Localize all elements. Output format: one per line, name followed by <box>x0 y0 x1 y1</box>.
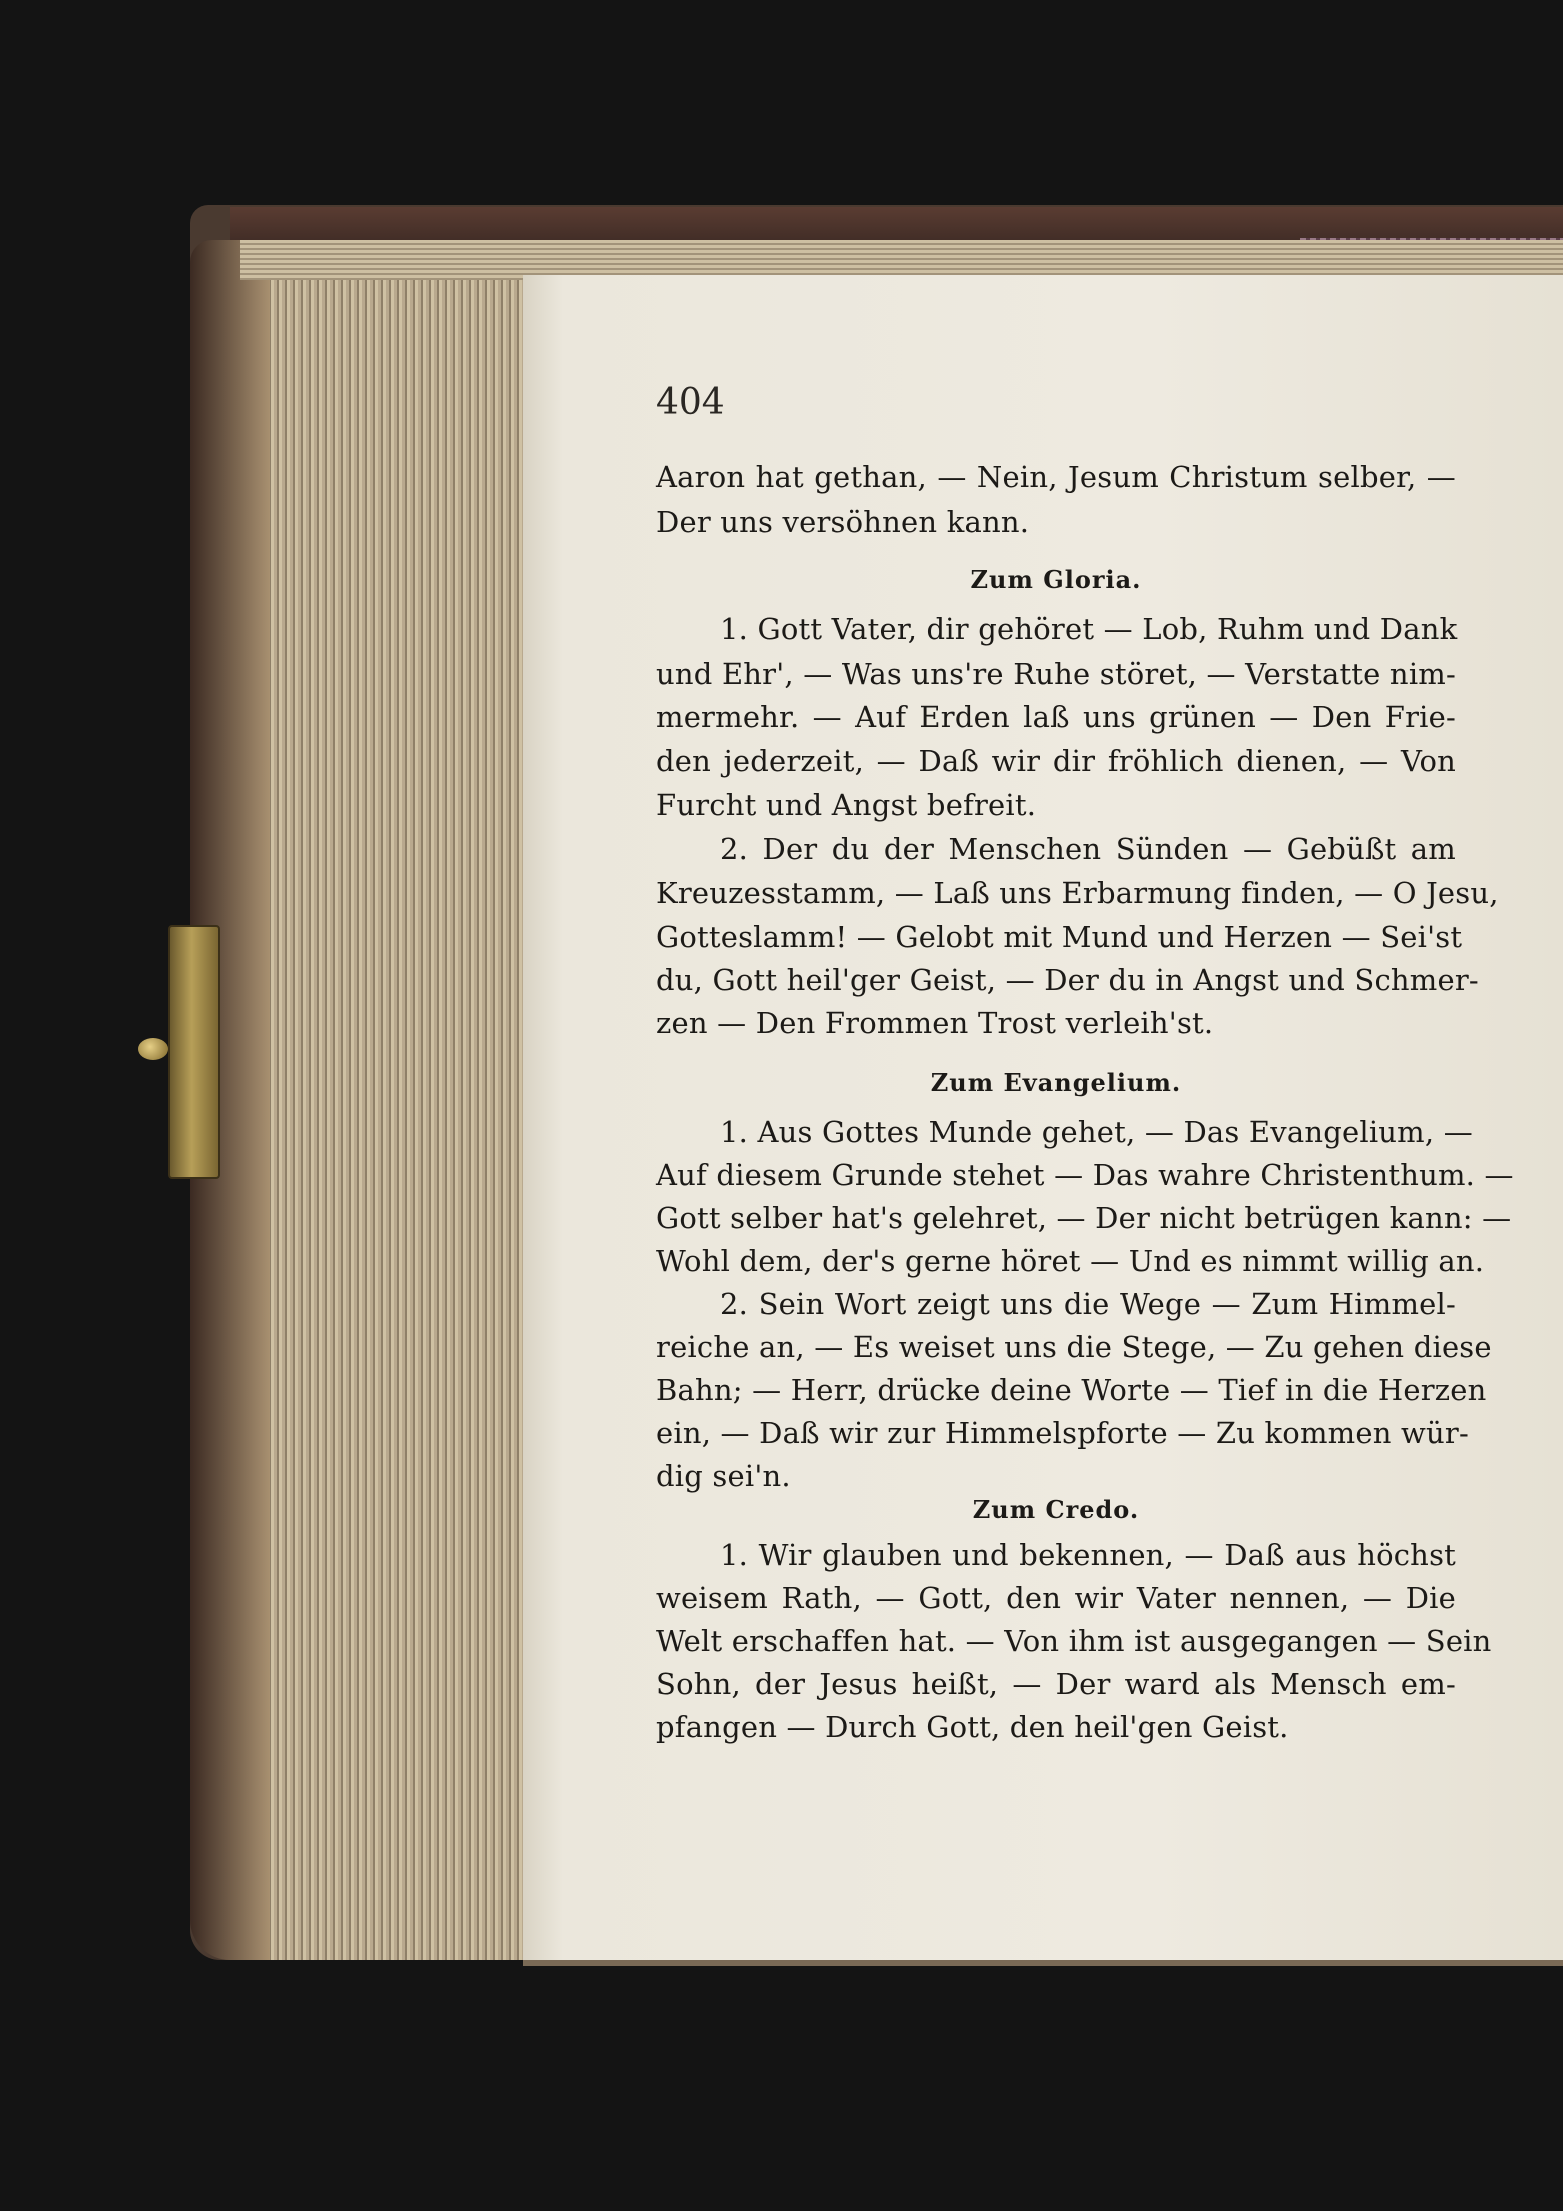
text-line: Welt erschaffen hat. — Von ihm ist ausgegangen — Sein <box>656 1624 1492 1658</box>
text-line: weisem Rath, — Gott, den wir Vater nennen, — Die <box>656 1581 1456 1615</box>
text-line: Aaron hat gethan, — Nein, Jesum Christum selber, — <box>656 460 1456 494</box>
section-heading-evangelium: Zum Evangelium. <box>930 1068 1182 1097</box>
text-line: Gott selber hat's gelehret, — Der nicht betrügen kann: — <box>656 1201 1512 1235</box>
page-stack-top <box>240 240 1563 280</box>
text-line: Kreuzesstamm, — Laß uns Erbarmung finden, — O Jesu, <box>656 876 1499 910</box>
text-line: ein, — Daß wir zur Himmelspforte — Zu kommen wür- <box>656 1416 1469 1450</box>
book-clasp <box>168 925 220 1179</box>
text-line: 2. Sein Wort zeigt uns die Wege — Zum Himmel- <box>720 1287 1456 1321</box>
text-line: Wohl dem, der's gerne höret — Und es nimmt willig an. <box>656 1244 1485 1278</box>
text-line: Gotteslamm! — Gelobt mit Mund und Herzen — Sei'st <box>656 920 1463 954</box>
section-heading-credo: Zum Credo. <box>972 1495 1140 1524</box>
text-line: mermehr. — Auf Erden laß uns grünen — Den Frie- <box>656 700 1456 734</box>
text-line: Sohn, der Jesus heißt, — Der ward als Mensch em- <box>656 1667 1456 1701</box>
text-line: und Ehr', — Was uns're Ruhe störet, — Verstatte nim- <box>656 657 1456 691</box>
text-line: zen — Den Frommen Trost verleih'st. <box>656 1006 1214 1040</box>
text-line: den jederzeit, — Daß wir dir fröhlich dienen, — Von <box>656 744 1456 778</box>
text-line: du, Gott heil'ger Geist, — Der du in Angst und Schmer- <box>656 963 1479 997</box>
text-line: 1. Wir glauben und bekennen, — Daß aus höchst <box>720 1538 1456 1572</box>
page-number: 404 <box>656 382 725 423</box>
section-heading-gloria: Zum Gloria. <box>970 565 1142 594</box>
text-line: dig sei'n. <box>656 1459 791 1493</box>
text-line: 1. Gott Vater, dir gehöret — Lob, Ruhm und Dank <box>720 612 1458 646</box>
text-line: Bahn; — Herr, drücke deine Worte — Tief in die Herzen <box>656 1373 1487 1407</box>
text-line: Der uns versöhnen kann. <box>656 505 1030 539</box>
text-line: reiche an, — Es weiset uns die Stege, — Zu gehen diese <box>656 1330 1492 1364</box>
clasp-pin-icon <box>138 1038 168 1060</box>
text-line: Auf diesem Grunde stehet — Das wahre Christenthum. — <box>656 1158 1514 1192</box>
text-line: pfangen — Durch Gott, den heil'gen Geist. <box>656 1710 1289 1744</box>
text-line: 2. Der du der Menschen Sünden — Gebüßt am <box>720 832 1456 866</box>
text-line: 1. Aus Gottes Munde gehet, — Das Evangelium, — <box>720 1115 1473 1149</box>
page-bottom-edge <box>523 1960 1563 1966</box>
text-line: Furcht und Angst befreit. <box>656 788 1037 822</box>
